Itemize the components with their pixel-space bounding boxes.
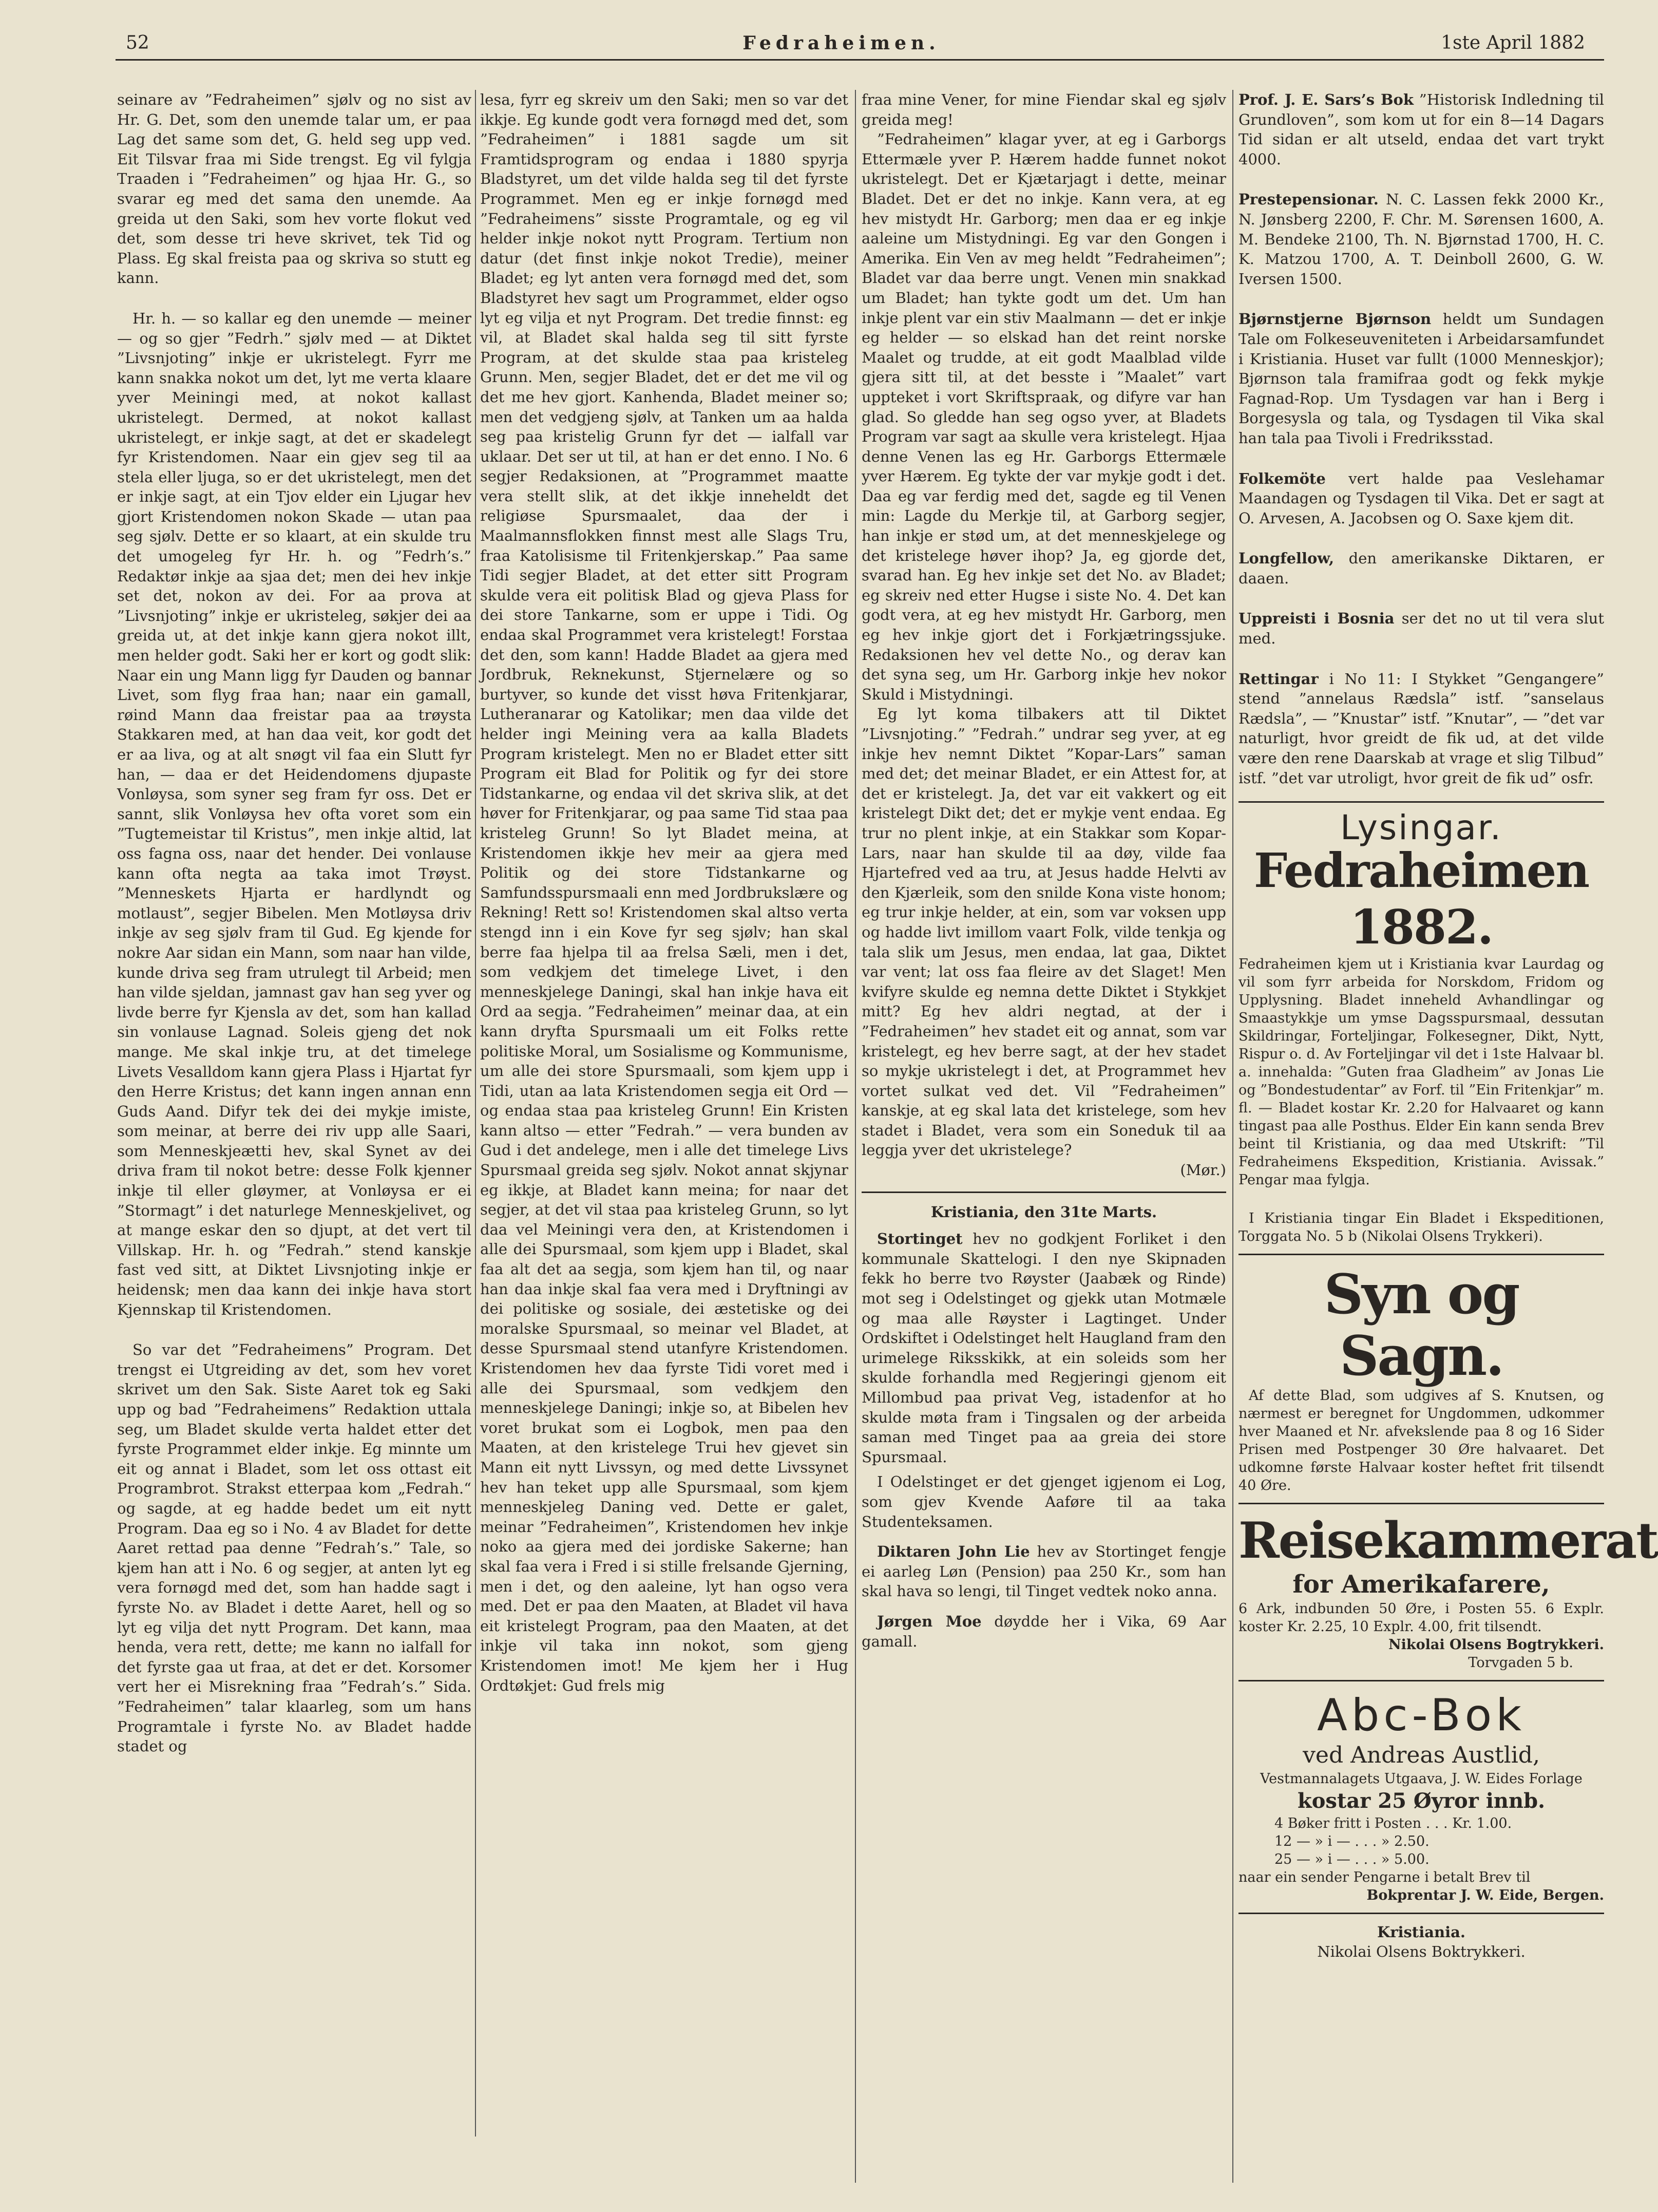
paragraph: ”Fedraheimen” klagar yver, at eg i Garborgs Ettermæle yver P. Hærem hadde funnet nokot ukristelegt. Det er Kjætarjagt i dette, meinar Bladet. Det er det no inkje. Kann vera, at eg hev mistydt Hr. Garborg; men daa er eg inkje aaleine um Mistydningi. Eg var den Gongen i Amerika. Ein Ven av meg heldt ”Fedraheimen”; Bladet var daa berre ungt. Venen min snakkad um Bladet; han tykte godt um det. Um han inkje plent var ein stiv Maalmann — det er inkje eg helder — so elskad han det reint norske Maalet og trudde, at eit godt Maalblad vilde gjera sitt til, at det besste i ”Maalet” vart uppteket i vort Skriftspraak, og difyre var han glad. So gledde han seg ogso yver, at Bladets Program var sagt aa skulle vera kristelegt. Hjaa denne Venen las eg Hr. Garborgs Ettermæle yver Hærem. Eg tykte der var mykje godt i det. Daa eg var ferdig med det, sagde eg til Venen min: Lagde du Merkje til, at Garborg segjer, han inkje er stød um, at det menneskjelege og det kristelege høver ihop? Ja, eg gjorde det, svarad han. Eg hev inkje set det No. av Bladet; eg skreiv ned etter Hugse i siste No. 4. Det kan godt vera, at eg hev mistydt Hr. Garborg, men eg hev inkje gjort det i Forkjætringssjuke. Redaksionen hev vel dette No., og derav kan det syna seg, um Hr. Garborg inkje hev nokor Skuld i Mistydningi. [862, 130, 1226, 703]
section-rule [1238, 1913, 1604, 1914]
paragraph: seinare av ”Fedraheimen” sjølv og no sist av Hr. G. Det, som den unemde talar um, er paa Lag det same som det, G. held seg upp ved. Eit Tilsvar fraa mi Side trengst. Eg vil fylgja Traaden i ”Fedraheimen” og hjaa Hr. G., so svarar eg med det sama den unemde. Aa greida ut den Saki, som hev vorte flokut ved det, som desse tri heve skrivet, tek Tid og Plass. Eg skal freista paa og skriva so stutt eg kann. [117, 91, 471, 287]
notice-lead: Rettingar [1238, 670, 1319, 688]
notice-lead: Uppreisti i Bosnia [1238, 610, 1395, 628]
ad-fedraheimen-title: Fedraheimen 1882. [1253, 842, 1589, 955]
paragraph: Eg lyt koma tilbakers att til Diktet ”Livsnjoting.” ”Fedrah.” undrar seg yver, at eg inkje hev nemnt Diktet ”Kopar-Lars” saman med det; det meinar Bladet, er ein Attest for, at det er kristelegt. Ja, det var eit vakkert og eit kristelegt Dikt det; det er mykje vent endaa. Eg trur no plent inkje, at ein Stakkar som Kopar-Lars, naar han skulde til aa døy, vilde faa Hjartefred ved aa tru, at Jesus hadde Helvti av den Kjærleik, som den snilde Kona viste honom; eg trur inkje helder, at ein, som var voksen upp og hadde livt imillom vaart Folk, vilde tenkja og tala slik um Jesus, men endaa, lat gaa, Diktet var vent; lat oss faa fleire av det Slaget! Men kvifyre skulde eg nemna dette Diktet i Stykkjet mitt? Eg hev aldri negtad, at der i ”Fedraheimen” hev stadet eit og annat, som var kristelegt, eg hev berre sagt, at der hev stadet so mykje ukristelegt i det, at Programmet hev vortet sulkat ved det. Vil ”Fedraheimen” kanskje, at eg skal lata det kristelege, som hev stadet i Bladet, vera som ein Soneduk til aa leggja yver det ukristelege? [862, 705, 1226, 1159]
notice-text: heldt um Sundagen Tale om Folkeseuveniteten i Arbeidarsamfundet i Kristiania. Huset var fullt (1000 Menneskjor); Bjørnson tala framifraa godt og fekk mykje Fagnad-Rop. Um Tysdagen var han i Berg i Borgesysla og tala, og Tysdagen til Vika skal han tala paa Tivoli i Fredriksstad. [1238, 310, 1604, 447]
news-text: hev av Stortinget fengje ei aarleg Løn (Pension) paa 250 Kr., som han skal hava so lengi, til Tinget vedtek noko anna. [862, 1543, 1226, 1600]
column-1 [117, 90, 471, 2183]
ad-synogsagn-body: Af dette Blad, som udgives af S. Knutsen, og nærmest er beregnet for Ungdommen, udkommer hver Maaned et Nr. afvekslende paa 8 og 16 Sider Prisen med Postpenger 30 Øre halvaaret. Det udkomne første Halvaar koster heftet frit tilsendt 40 Øre. [1238, 1387, 1604, 1493]
ad-reisekammerat-publisher: Nikolai Olsens Bogtrykkeri. [1388, 1636, 1604, 1653]
notice [1238, 609, 1604, 648]
price-row: 25 — » i — . . . » 5.00. [1274, 1851, 1430, 1867]
header-rule [116, 59, 1604, 61]
article-signature: (Mør.) [1180, 1161, 1226, 1179]
notice [1238, 549, 1604, 588]
notice-text: vert halde paa Veslehamar Maandagen og Tysdagen til Vika. Det er sagt at O. Arvesen, A. Jacobsen og O. Saxe kjem dit. [1238, 469, 1604, 527]
notice-text: i No 11: I Stykket ”Gengangere” stend ”annelaus Rædsla” istf. ”sanselaus Rædsla”, — ”Knustar” istf. ”Knutar”, — ”det var naturligt, hvor greidt de fik ud, at det vilde være den rene Daarskab at vrage et slig Tilbud” istf. ”det var utroligt, hvor greit de fik ud” osfr. [1238, 670, 1604, 787]
notice-lead: Prestepensionar. [1238, 191, 1379, 209]
ad-fedraheimen-footer: I Kristiania tingar Ein Bladet i Ekspeditionen, Torggata No. 5 b (Nikolai Olsens Trykkeri). [1238, 1210, 1604, 1244]
ad-abcbok-price: kostar 25 Øyror innb. [1298, 1788, 1545, 1813]
paragraph: So var det ”Fedraheimens” Program. Det trengst ei Utgreiding av det, som hev voret skrivet um den Sak. Siste Aaret tok eg Saki upp og bad ”Fedraheimens” Redaktion uttala seg, um Bladet skulde verta haldet etter det fyrste Programmet elder inkje. Eg minnte um eit og annat i Bladet, som let oss ottast eit Programbrot. Strakst etterpaa kom „Fedrah.“ og sagde, at eg hadde bedet um eit nytt Program. Daa eg so i No. 4 av Bladet for dette Aaret rettad paa denne ”Fedrah’s.” Tale, so kjem han att i No. 6 og segjer, at anten lyt eg vera fornøgd med det, som han hadde sagt i fyrste No. av Bladet i dette Aaret, hell og so lyt eg vilja det nytt Program. Det kann, maa henda, vera rett, dette; me kann no ialfall for det fyrste gaa ut fraa, at det er det. Korsomer vert her ei Misrekning fraa ”Fedrah’s.” Sida. ”Fedraheimen” talar klaarleg, som um hans Programtale i fyrste No. av Bladet hadde stadet og [117, 1341, 471, 1755]
page-header [77, 28, 1606, 59]
column-2 [480, 90, 848, 2183]
section-rule [1238, 801, 1604, 803]
news-item [862, 1542, 1226, 1601]
ad-divider [1238, 1254, 1604, 1255]
notice-text: ser det no ut til vera slut med. [1238, 610, 1604, 648]
ad-reisekammerat-body: 6 Ark, indbunden 50 Øre, i Posten 55. 6 Explr. koster Kr. 2.25, 10 Explr. 4.00, frit tilsendt. [1238, 1600, 1604, 1635]
column-divider [1232, 90, 1233, 2183]
paragraph: lesa, fyrr eg skreiv um den Saki; men so var det ikkje. Eg kunde godt vera fornøgd med det, som ”Fedraheimen” i 1881 sagde um sit Framtidsprogram og endaa i 1880 spyrja Bladstyret, um det vilde halda seg til det fyrste Programmet. Men eg er inkje fornøgd med ”Fedraheimens” sisste Programtale, og eg vil helder inkje nokot nytt Program. Tertium non datur (det finst inkje nokot Tredie), meiner Bladet; eg lyt anten vera fornøgd med det, som Bladstyret hev sagt um Programmet, elder ogso lyt eg vilja et nyt Program. Det tredie finnst: eg vil, at Bladet skal halda seg til sitt fyrste Program, at det skulde staa paa kristeleg Grunn. Men, segjer Bladet, det er det me vil og det me hev gjort. Kanhenda, Bladet meiner so; men det vedgjeng sjølv, at Tanken um aa halda seg paa kristelig Grunn fyr det — ialfall var uklaar. Det ser ut til, at han er det enno. I No. 6 segjer Redaksionen, at ”Programmet maatte vera stellt slik, at det ikkje inneheldt det religiøse Spursmaalet, daa der i Maalmannsflokken finnst mest alle Slags Tru, fraa Katolisisme til Fritenkjerskap.” Paa same Tidi segjer Bladet, at det etter sitt Program skulde vera eit politisk Blad og gjeva Plass for dei store Tankarne, som er uppe i Tidi. Og endaa skal Programmet vera kristelegt! Forstaa det den, som kann! Hadde Bladet aa gjera med Jordbruk, Reknekunst, Stjernelære og so burtyver, so kunde det visst høva Fritenkjarar, Lutheranarar og Katolikar; men daa vilde det helder ingi Meining vera aa kalla Bladets Program kristelegt. Men no er Bladet etter sitt Program eit Blad for Politik og fyr dei store Tidstankarne, og endaa vil det skriva slik, at det høver for Fritenkjarar, og paa same Tid staa paa kristeleg Grunn! So lyt Bladet meina, at Kristendomen ikkje hev meir aa gjera med Politik og dei store Tidstankarne og Samfundsspursmaali enn med Jordbrukslære og Rekning! Rett so! Kristendomen skal altso verta stengd inn i ein Kove fyr seg sjølv; han skal berre faa hjelpa til aa frelsa Sæli, men i det, som vedkjem det timelege Livet, i den menneskjelege Daningi, skal han inkje hava eit Ord aa segja. ”Fedraheimen” meinar daa, at ein kann dryfta Spursmaali um eit Folks rette politiske Moral, um Sosialisme og Kommunisme, um alle dei store Spursmaali, som kjem upp i Tidi, utan aa lata Kristendomen segja eit Ord — og endaa staa paa kristeleg Grunn! Ein Kristen kann altso — etter ”Fedrah.” — vera bunden av Gud i det andelege, men i alle det timelege Livs Spursmaal greida seg sjølv. Nokot annat skjynar eg ikkje, at Bladet kann meina; for naar det segjer, at det vil staa paa kristeleg Grunn, so lyt daa vel Meiningi vera den, at Kristendomen i alle dei Spursmaal, som kjem upp i Bladet, skal faa alt det aa segja, som kjem han til, og naar han daa inkje skal faa vera med i Dryftningi av dei politiske og sosiale, dei æstetiske og dei moralske Spursmaal, so meinar vel Bladet, at desse Spursmaal stend utanfyre Kristendomen. Kristendomen hev daa fyrste Tidi voret med i alle dei Spursmaal, som vedkjem den menneskjelege Daningi; inkje so, at Bibelen hev voret brukat som ei Logbok, men paa den Maaten, at den kristelege Trui hev gjevet sin Mann eit nytt Livssyn, og med dette Livssynet hev han teket upp alle Spursmaal, som kjem menneskjeleg Daning ved. Dette er galet, meinar ”Fedraheimen”, Kristendomen hev inkje noko aa gjera med dei jordiske Sakerne; han skal faa vera i Fred i si stille frelsande Gjerning, men i det, og den aaleine, lyt han ogso vera med. Det er paa den Maaten, at Bladet vil hava eit kristelegt Program, paa den Maaten, at det inkje vil taka inn nokot, som gjeng Kristendomen imot! Me kjem her i Hug Ordtøkjet: Gud frels mig [480, 91, 848, 1694]
ad-abcbok-store: Bokprentar J. W. Eide, Bergen. [1366, 1887, 1604, 1903]
imprint-city: Kristiania. [1377, 1923, 1466, 1941]
ad-synogsagn-title: Syn og Sagn. [1324, 1261, 1519, 1388]
notice [1238, 309, 1604, 448]
ad-reisekammerat-address: Torvgaden 5 b. [1468, 1654, 1573, 1671]
news-lead: Jørgen Moe [877, 1612, 982, 1630]
ad-abcbok-note: naar ein sender Pengarne i betalt Brev til [1238, 1869, 1531, 1885]
news-text: døydde her i Vika, 69 Aar gamall. [862, 1612, 1226, 1650]
column-divider [475, 90, 476, 2137]
ad-fedraheimen-body: Fedraheimen kjem ut i Kristiania kvar Laurdag og vil som fyrr arbeida for Norskdom, Fridom og Upplysning. Bladet inneheld Avhandlingar og Smaastykkje um ymse Dagsspursmaal, dessutan Skildringar, Forteljingar, Folkesegner, Dikt, Nytt, Rispur o. d. Av Forteljingar vil det i 1ste Halvaar bl. a. innehalda: ”Guten fraa Gladheim” av Jonas Lie og ”Bondestudentar” av Forf. til ”Ein Fritenkjar” m. fl. — Bladet kostar Kr. 2.20 for Halvaaret og kann tingast paa alle Posthus. Elder Ein kann senda Brev beint til Kristiania, og daa med Utskrift: ”Til Fedraheimens Ekspedition, Kristiania. Avissak.” Pengar maa fylgja. [1238, 956, 1604, 1188]
ad-divider [1238, 1680, 1604, 1681]
page-number: 52 [126, 32, 149, 53]
notice [1238, 669, 1604, 788]
notice-text: N. C. Lassen fekk 2000 Kr., N. Jønsberg 2200, F. Chr. M. Sørensen 1600, A. M. Bendeke 2100, Th. N. Bjørnstad 1700, H. C. K. Matzou 1700, A. T. Deinboll 2600, G. W. Iversen 1500. [1238, 191, 1604, 288]
news-text: hev no godkjent Forliket i den kommunale Skattelogi. I den nye Skipnaden fekk ho berre tvo Røyster (Jaabæk og Rinde) mot seg i Odelstinget og gjekk utan Motmæle og maa alle Røyster i Lagtinget. Under Ordskiftet i Odelstinget helt Haugland fram den urimelege Riksskikk, at ein soleids som her skulde forhandla med Regjeringi gjenom eit Millombud paa privat Veg, istadenfor at ho skulde møta fram i Tingsalen og der arbeida saman med Tinget paa aa greia dei store Spursmaal. [862, 1230, 1226, 1466]
issue-date: 1ste April 1882 [1441, 32, 1585, 53]
ad-abcbok-author: ved Andreas Austlid, [1303, 1742, 1540, 1768]
paragraph: fraa mine Vener, for mine Fiendar skal eg sjølv greida meg! [862, 91, 1226, 128]
notice [1238, 90, 1604, 169]
news-text: I Odelstinget er det gjenget igjenom ei Log, som gjev Kvende Aaføre til aa taka Studenteksamen. [862, 1473, 1226, 1530]
notice-text: ”Historisk Indledning til Grundloven”, som kom ut for ein 8—14 Dagars Tid sidan er alt utseld, endaa det vart trykt 4000. [1238, 91, 1604, 168]
section-rule [862, 1192, 1226, 1193]
column-divider [855, 90, 856, 2183]
notice-lead: Bjørnstjerne Bjørnson [1238, 310, 1432, 328]
price-row: 12 — » i — . . . » 2.50. [1274, 1833, 1430, 1849]
notice-lead: Prof. J. E. Sars’s Bok [1238, 91, 1414, 108]
ad-reisekammerat-subtitle: for Amerikafarere, [1292, 1570, 1550, 1599]
news-item [862, 1472, 1226, 1532]
ad-divider [1238, 1503, 1604, 1504]
news-item [862, 1612, 1226, 1651]
notice-lead: Longfellow, [1238, 550, 1335, 568]
news-lead: Stortinget [877, 1230, 963, 1248]
notice-text: den amerikanske Diktaren, er daaen. [1238, 550, 1604, 587]
price-row: 4 Bøker fritt i Posten . . . Kr. 1.00. [1274, 1815, 1512, 1831]
news-item [862, 1229, 1226, 1467]
news-lead: Diktaren John Lie [877, 1543, 1030, 1561]
ad-abcbok-title: Abc-Bok [1317, 1689, 1526, 1741]
ad-reisekammerat-title: Reisekammerat [1238, 1511, 1658, 1570]
ad-abcbok-publisher: Vestmannalagets Utgaava, J. W. Eides Forlage [1260, 1770, 1583, 1787]
imprint-printer: Nikolai Olsens Boktrykkeri. [1317, 1943, 1526, 1961]
column-3 [862, 90, 1226, 2183]
notice-lead: Folkemöte [1238, 469, 1326, 487]
paragraph: Hr. h. — so kallar eg den unemde — meiner — og so gjer ”Fedrh.” sjølv med — at Diktet ”Livsnjoting” inkje er ukristelegt. Fyrr me kann snakka nokot um det, lyt me verta klaare yver Meiningi med, at nokot kallast ukristelegt. Dermed, at nokot kallast ukristelegt, er inkje sagt, at det er skadelegt fyr Kristendomen. Naar ein gjev seg til aa stela eller ljuga, so er det ukristelegt, men det er inkje sagt, at ein Tjov elder ein Ljugar hev gjort Kristendomen nokon Skade — utan paa seg sjølv. Dette er so klaart, at ein skulde tru det umogeleg fyr Hr. h. og ”Fedrh’s.” Redaktør inkje aa sjaa det; men dei hev inkje set det, nokon av dei. For aa prova at ”Livsnjoting” inkje er ukristeleg, søkjer dei aa greida ut, at det inkje kann gjera nokot illt, men helder godt. Saki her er kort og godt slik: Naar ein ung Mann ligg fyr Dauden og bannar Livet, som flyg fraa han; naar ein gamall, røind Mann daa freistar paa aa trøysta Stakkaren med, at han daa veit, kor godt det er aa liva, og at alt snøgt vil faa ein Slutt fyr han, — daa er det Heidendomens djupaste Vonløysa, som syner seg fram fyr oss. Det er sannt, slik Vonløysa hev ofta voret som ein ”Tugtemeistar til Kristus”, men inkje altid, lat oss fagna oss, naar det hender. Dei vonlause kann ofta negta aa taka imot Trøyst. ”Menneskets Hjarta er hardlyndt og motlaust”, segjer Bibelen. Men Motløysa driv inkje av seg sjølv fram til Gud. Eg kjende for nokre Aar sidan ein Mann, som naar han vilde, kunde driva seg fram utrulegt til Arbeid; men han vilde sjeldan, jamnast gav han seg yver og livde berre fyr Kjensla av det, som han kallad sin vonlause Lagnad. Soleis gjeng det nok mange. Me skal inkje tru, at det timelege Livets Vesalldom kann gjera Plass i Hjartat fyr den Herre Kristus; det kann ingen annan enn Guds Aand. Difyr tek dei dei mykje imiste, som meinar, at berre dei riv upp alle Saari, som Menneskjeætti hev, skal Synet av dei driva fram til nokot betre: desse Folk kjenner inkje til eller gløymer, at Vonløysa er ei ”Stormagt” i det naturlege Menneskjelivet, og at mange eskar den so djupt, at det vert til Villskap. Hr. h. og ”Fedrah.” stend kanskje fast ved sitt, at Diktet Livsnjoting inkje er heidensk; men daa kann dei inkje hava stort Kjennskap til Kristendomen. [117, 309, 471, 1318]
notice [1238, 469, 1604, 528]
ads-heading: Lysingar. [1340, 808, 1502, 848]
masthead: Fedraheimen. [742, 32, 940, 54]
notice [1238, 190, 1604, 289]
column-4 [1238, 90, 1658, 2183]
news-heading: Kristiania, den 31te Marts. [930, 1203, 1157, 1221]
